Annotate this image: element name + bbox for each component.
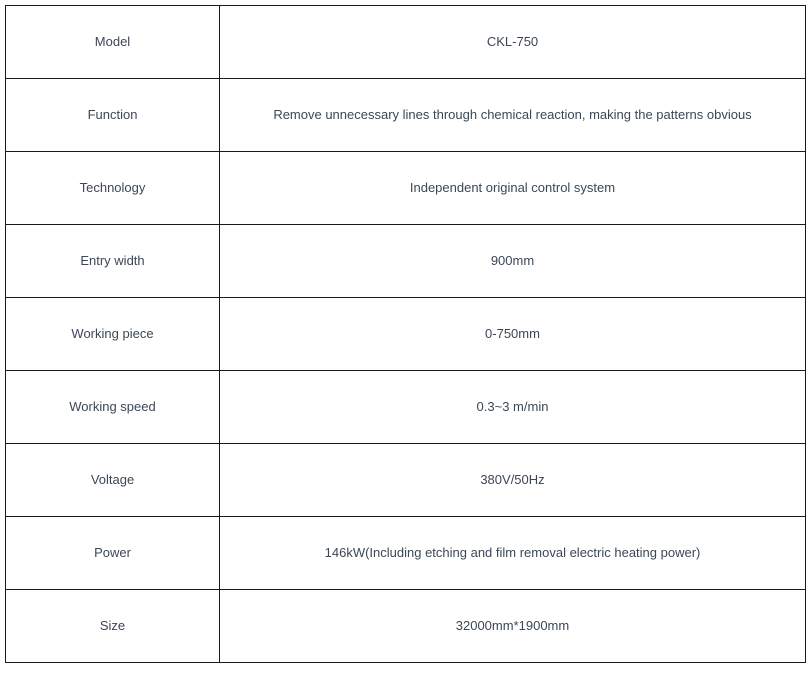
spec-label: Power xyxy=(6,517,220,590)
spec-value: 146kW(Including etching and film removal electric heating power) xyxy=(220,517,806,590)
table-row xyxy=(6,371,806,444)
spec-label: Function xyxy=(6,79,220,152)
table-row xyxy=(6,444,806,517)
table-row xyxy=(6,152,806,225)
table-row xyxy=(6,298,806,371)
table-row xyxy=(6,79,806,152)
table-row xyxy=(6,6,806,79)
spec-label: Working piece xyxy=(6,298,220,371)
spec-label: Size xyxy=(6,590,220,663)
table-row xyxy=(6,517,806,590)
spec-value: CKL-750 xyxy=(220,6,806,79)
spec-label: Working speed xyxy=(6,371,220,444)
spec-label: Model xyxy=(6,6,220,79)
spec-label: Voltage xyxy=(6,444,220,517)
spec-value: 32000mm*1900mm xyxy=(220,590,806,663)
spec-value: Independent original control system xyxy=(220,152,806,225)
spec-value: 900mm xyxy=(220,225,806,298)
spec-label: Entry width xyxy=(6,225,220,298)
spec-label: Technology xyxy=(6,152,220,225)
spec-value: 0.3~3 m/min xyxy=(220,371,806,444)
spec-value: 0-750mm xyxy=(220,298,806,371)
table-row xyxy=(6,225,806,298)
spec-table-body xyxy=(6,6,806,663)
spec-value: Remove unnecessary lines through chemical reaction, making the patterns obvious xyxy=(220,79,806,152)
spec-table xyxy=(5,5,806,663)
table-row xyxy=(6,590,806,663)
spec-value: 380V/50Hz xyxy=(220,444,806,517)
